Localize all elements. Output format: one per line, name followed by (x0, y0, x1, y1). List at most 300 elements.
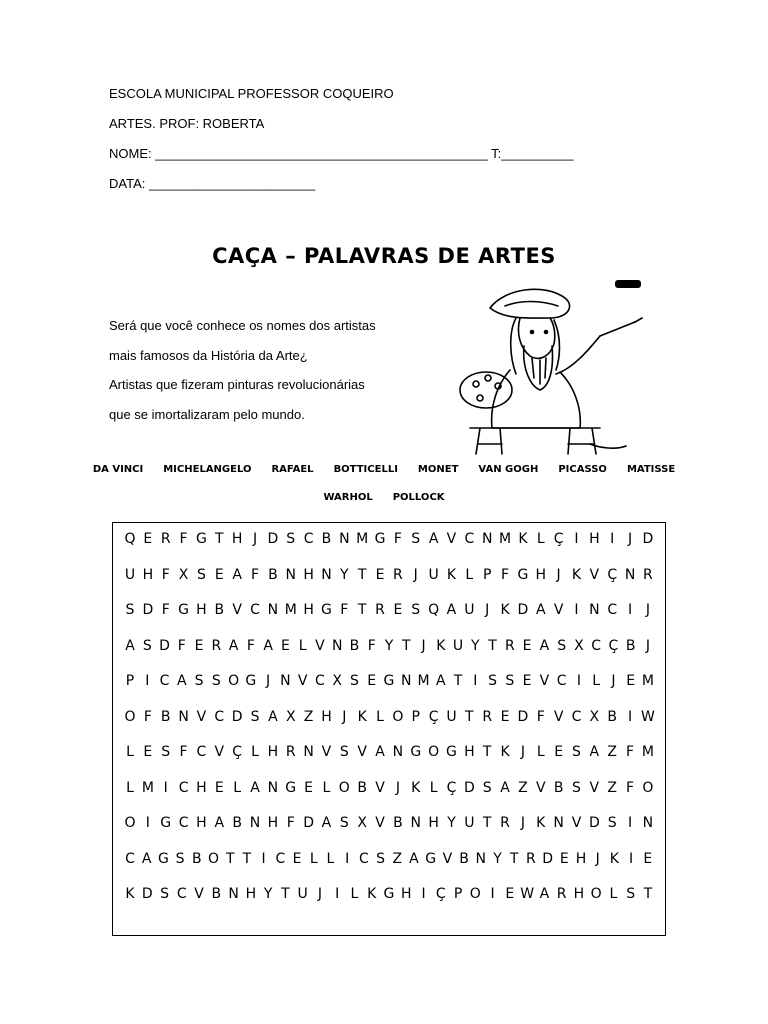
grid-letter: L (465, 566, 474, 583)
grid-letter: J (645, 602, 650, 618)
grid-letter: O (124, 708, 136, 725)
grid-letter: T (643, 886, 653, 902)
grid-letter: S (488, 673, 498, 689)
grid-letter: D (542, 850, 553, 867)
grid-letter: F (536, 708, 545, 725)
grid-letter: I (473, 673, 478, 689)
grid-letter: G (196, 531, 207, 547)
grid-letter: M (141, 779, 154, 796)
grid-letter: I (627, 815, 633, 831)
grid-letter: I (627, 708, 633, 725)
grid-letter: J (556, 566, 561, 583)
grid-letter: T (242, 850, 252, 867)
grid-letter: V (196, 708, 207, 725)
grid-letter: B (192, 850, 202, 867)
grid-letter: E (522, 673, 532, 689)
grid-letter: E (143, 531, 153, 547)
grid-letter: E (554, 744, 564, 760)
grid-letter: U (124, 566, 136, 583)
grid-letter: A (375, 744, 385, 760)
grid-letter: I (627, 602, 633, 618)
grid-letter: H (196, 779, 207, 796)
grid-letter: J (611, 673, 616, 689)
grid-letter: I (490, 886, 495, 902)
grid-letter: F (340, 602, 349, 618)
grid-letter: D (141, 886, 153, 902)
grid-letter: Y (384, 637, 394, 654)
grid-letter: H (573, 886, 585, 902)
grid-letter: L (609, 886, 618, 902)
grid-letter: S (160, 886, 169, 902)
grid-letter: H (464, 744, 475, 760)
grid-letter: B (214, 602, 225, 618)
grid-letter: K (500, 744, 510, 760)
grid-letter: Z (518, 779, 528, 796)
grid-letter: S (376, 850, 385, 867)
grid-letter: I (574, 602, 579, 618)
grid-letter: A (141, 850, 152, 867)
grid-letter: X (178, 566, 189, 583)
grid-letter: V (589, 566, 600, 583)
grid-letter: A (500, 779, 510, 796)
grid-letter: G (425, 850, 437, 867)
grid-letter: E (522, 637, 532, 654)
grid-row (123, 744, 655, 760)
grid-letter: E (304, 779, 314, 796)
grid-letter: N (339, 531, 350, 547)
grid-letter: P (411, 708, 420, 725)
grid-letter: G (383, 673, 395, 689)
grid-letter: D (231, 708, 243, 725)
grid-letter: J (317, 886, 322, 902)
grid-letter: S (339, 815, 349, 831)
grid-letter: L (309, 850, 318, 867)
grid-letter: G (285, 779, 297, 796)
grid-letter: K (357, 708, 367, 725)
grid-letter: U (297, 886, 308, 902)
grid-letter: A (232, 566, 242, 583)
grid-letter: N (624, 566, 636, 583)
grid-letter: C (176, 886, 187, 902)
grid-letter: J (627, 531, 633, 547)
grid-letter: H (231, 531, 243, 547)
grid-letter: H (589, 531, 600, 547)
grid-letter: H (321, 708, 332, 725)
grid-letter: V (232, 602, 242, 618)
grid-letter: G (245, 673, 257, 689)
grid-letter: A (125, 637, 135, 654)
grid-letter: Ç (446, 779, 457, 796)
grid-letter: N (553, 815, 564, 831)
grid-letter: A (214, 815, 225, 831)
grid-letter: I (145, 673, 150, 689)
word-item: BOTTICELLI (333, 464, 398, 475)
grid-letter: V (589, 779, 600, 796)
grid-letter: J (266, 673, 271, 689)
intro-line-1: Será que você conhece os nomes dos artistas (109, 318, 376, 333)
grid-letter: Z (392, 850, 403, 867)
grid-letter: N (178, 708, 189, 725)
grid-letter: I (629, 850, 634, 867)
grid-letter: O (228, 673, 240, 689)
word-item: VAN GOGH (478, 464, 539, 475)
word-item: RAFAEL (271, 464, 314, 475)
grid-letter: H (535, 566, 547, 583)
word-item: WARHOL (323, 492, 373, 503)
grid-letter: F (143, 708, 152, 725)
grid-letter: P (482, 566, 492, 583)
grid-letter: D (642, 531, 654, 547)
grid-letter: M (356, 531, 369, 547)
grid-letter: K (500, 602, 510, 618)
grid-letter: S (572, 779, 581, 796)
grid-letter: B (393, 815, 403, 831)
grid-letter: B (357, 779, 367, 796)
grid-letter: O (590, 886, 602, 902)
grid-letter: M (641, 744, 654, 760)
grid-letter: N (303, 744, 314, 760)
grid-letter: I (261, 850, 266, 867)
grid-letter: C (196, 744, 207, 760)
grid-letter: O (338, 779, 350, 796)
grid-letter: S (286, 531, 296, 547)
grid-letter: A (409, 850, 419, 867)
grid-letter: H (267, 744, 279, 760)
grid-letter: O (642, 779, 654, 796)
grid-letter: N (481, 531, 493, 547)
grid-letter: E (393, 602, 403, 618)
grid-letter: D (142, 602, 154, 618)
grid-letter: H (400, 886, 412, 902)
grid-letter: R (482, 708, 493, 725)
grid-letter: A (446, 602, 457, 618)
grid-letter: B (268, 566, 278, 583)
grid-letter: S (175, 850, 185, 867)
grid-letter: C (250, 602, 260, 618)
grid-letter: L (536, 531, 545, 547)
grid-letter: R (556, 886, 567, 902)
grid-letter: C (571, 708, 582, 725)
grid-letter: O (469, 886, 481, 902)
grid-letter: G (321, 602, 332, 618)
grid-letter: T (488, 637, 497, 654)
grid-letter: R (285, 744, 296, 760)
grid-letter: Ç (435, 886, 446, 902)
grid-letter: Q (124, 531, 136, 547)
grid-letter: V (375, 779, 385, 796)
grid-letter: V (571, 815, 582, 831)
grid-letter: E (143, 744, 153, 760)
grid-letter: F (250, 566, 260, 583)
grid-letter: F (179, 531, 188, 547)
grid-letter: A (268, 708, 278, 725)
grid-letter: L (298, 637, 307, 654)
grid-letter: C (159, 673, 170, 689)
grid-letter: W (641, 708, 655, 725)
grid-letter: E (292, 850, 302, 867)
grid-letter: M (417, 673, 430, 689)
grid-letter: A (535, 602, 546, 618)
grid-letter: R (500, 815, 510, 831)
grid-letter: F (286, 815, 295, 831)
school-name: ESCOLA MUNICIPAL PROFESSOR COQUEIRO (109, 86, 394, 101)
grid-letter: Y (447, 815, 456, 831)
grid-letter: S (607, 815, 617, 831)
grid-letter: H (196, 602, 207, 618)
grid-letter: Y (471, 637, 480, 654)
grid-letter: E (194, 637, 204, 654)
grid-letter: G (383, 886, 395, 902)
grid-letter: S (250, 708, 260, 725)
grid-letter: S (411, 602, 421, 618)
grid-letter: J (395, 779, 400, 796)
grid-letter: J (252, 531, 258, 547)
grid-letter: A (228, 637, 239, 654)
grid-letter: N (249, 815, 261, 831)
grid-letter: B (625, 637, 636, 654)
grid-letter: R (160, 531, 171, 547)
grid-letter: A (177, 673, 187, 689)
grid-letter: L (126, 744, 134, 760)
word-item: MICHELANGELO (163, 464, 252, 475)
grid-letter: T (357, 602, 367, 618)
word-list-row-1 (0, 464, 768, 475)
grid-letter: K (436, 637, 446, 654)
grid-letter: A (263, 637, 273, 654)
grid-letter: C (464, 531, 475, 547)
word-list-row-2 (0, 492, 768, 503)
grid-letter: V (553, 602, 564, 618)
grid-letter: C (556, 673, 567, 689)
grid-letter: H (428, 815, 439, 831)
grid-letter: C (303, 531, 314, 547)
grid-letter: N (401, 673, 412, 689)
grid-letter: F (161, 566, 170, 583)
grid-letter: F (367, 637, 376, 654)
grid-letter: Z (607, 779, 617, 796)
grid-letter: S (557, 637, 567, 654)
grid-letter: L (376, 708, 384, 725)
grid-letter: J (413, 566, 418, 583)
intro-line-2: mais famosos da História da Arte¿ (109, 348, 308, 363)
grid-letter: I (610, 531, 615, 547)
grid-letter: D (517, 708, 529, 725)
grid-letter: A (321, 815, 332, 831)
grid-letter: S (161, 744, 171, 760)
grid-letter: F (177, 637, 186, 654)
grid-letter: N (280, 673, 291, 689)
grid-letter: T (465, 708, 474, 725)
grid-letter: V (214, 744, 225, 760)
grid-letter: S (626, 886, 636, 902)
grid-row (123, 567, 655, 583)
grid-letter: I (421, 886, 426, 902)
grid-letter: H (245, 886, 257, 902)
grid-letter: B (232, 815, 242, 831)
grid-letter: S (350, 673, 359, 689)
grid-letter: D (267, 531, 279, 547)
grid-letter: U (452, 637, 464, 654)
grid-letter: I (345, 850, 350, 867)
grid-letter: R (393, 566, 403, 583)
date-field-line: DATA: _______________________ (109, 176, 316, 191)
grid-letter: Z (607, 744, 617, 760)
grid-letter: A (539, 886, 550, 902)
grid-letter: I (145, 815, 150, 831)
grid-letter: R (504, 637, 515, 654)
grid-letter: B (160, 708, 171, 725)
grid-letter: J (421, 637, 426, 654)
grid-letter: H (303, 602, 314, 618)
grid-letter: K (536, 815, 546, 831)
grid-letter: G (178, 602, 189, 618)
grid-letter: A (435, 673, 446, 689)
grid-letter: K (411, 779, 421, 796)
grid-letter: X (285, 708, 296, 725)
name-field-line: NOME: ______________________________________________ T:__________ (109, 146, 574, 161)
grid-letter: B (553, 779, 564, 796)
grid-letter: N (589, 602, 600, 618)
grid-letter: N (475, 850, 486, 867)
grid-letter: X (589, 708, 600, 725)
word-item: PICASSO (558, 464, 607, 475)
grid-letter: T (357, 566, 367, 583)
grid-letter: J (485, 602, 490, 618)
grid-letter: U (464, 815, 475, 831)
grid-letter: I (335, 886, 340, 902)
grid-letter: G (410, 744, 422, 760)
grid-letter: B (349, 637, 360, 654)
grid-letter: E (367, 673, 377, 689)
grid-letter: R (375, 602, 385, 618)
grid-letter: H (142, 566, 154, 583)
grid-letter: V (321, 744, 332, 760)
grid-letter: D (463, 779, 475, 796)
grid-letter: T (401, 637, 411, 654)
grid-letter: H (575, 850, 587, 867)
grid-row (123, 886, 655, 902)
grid-letter: H (267, 815, 279, 831)
grid-letter: K (446, 566, 457, 583)
grid-letter: C (214, 708, 225, 725)
grid-letter: X (332, 673, 342, 689)
grid-letter: G (446, 744, 457, 760)
grid-letter: V (297, 673, 308, 689)
grid-letter: P (125, 673, 135, 689)
grid-letter: Y (263, 886, 273, 902)
grid-letter: S (125, 602, 135, 618)
grid-letter: U (428, 566, 439, 583)
grid-letter: K (518, 531, 528, 547)
grid-letter: J (342, 708, 347, 725)
grid-letter: Ç (428, 708, 439, 725)
grid-letter: L (233, 779, 242, 796)
grid-letter: N (321, 566, 332, 583)
word-search-grid (112, 522, 666, 936)
grid-letter: G (517, 566, 529, 583)
grid-letter: E (375, 566, 385, 583)
grid-letter: N (267, 602, 279, 618)
grid-letter: N (642, 815, 654, 831)
grid-letter: U (464, 602, 475, 618)
grid-letter: K (367, 886, 377, 902)
grid-letter: M (284, 602, 297, 618)
grid-letter: Ç (608, 637, 619, 654)
word-item: DA VINCI (92, 464, 144, 475)
grid-letter: C (591, 637, 602, 654)
grid-letter: L (429, 779, 438, 796)
grid-letter: F (626, 744, 635, 760)
grid-letter: C (275, 850, 286, 867)
grid-letter: E (626, 673, 636, 689)
grid-letter: E (214, 566, 224, 583)
grid-letter: N (410, 815, 421, 831)
word-item: MONET (417, 464, 459, 475)
grid-letter: D (303, 815, 314, 831)
grid-letter: T (482, 744, 492, 760)
grid-letter: O (208, 850, 220, 867)
grid-letter: S (572, 744, 581, 760)
grid-row (123, 531, 655, 547)
grid-letter: S (505, 673, 515, 689)
grid-letter: B (459, 850, 469, 867)
grid-letter: Y (493, 850, 502, 867)
grid-letter: Z (303, 708, 314, 725)
word-item: POLLOCK (392, 492, 445, 503)
grid-letter: S (194, 673, 204, 689)
grid-letter: N (228, 886, 239, 902)
grid-letter: V (535, 779, 546, 796)
grid-letter: B (211, 886, 222, 902)
grid-letter: F (179, 744, 188, 760)
grid-letter: S (211, 673, 221, 689)
grid-letter: L (592, 673, 601, 689)
grid-letter: K (571, 566, 582, 583)
grid-letter: L (251, 744, 259, 760)
grid-letter: T (482, 815, 492, 831)
grid-letter: S (411, 531, 421, 547)
grid-letter: L (350, 886, 359, 902)
grid-letter: S (339, 744, 349, 760)
grid-letter: E (280, 637, 290, 654)
grid-letter: S (196, 566, 206, 583)
grid-letter: T (281, 886, 290, 902)
grid-letter: D (159, 637, 170, 654)
grid-letter: H (303, 566, 314, 583)
grid-letter: A (250, 779, 260, 796)
subject-teacher: ARTES. PROF: ROBERTA (109, 116, 265, 131)
grid-letter: R (526, 850, 536, 867)
grid-letter: O (392, 708, 404, 725)
grid-letter: Ç (607, 566, 618, 583)
grid-letter: U (446, 708, 457, 725)
grid-letter: X (357, 815, 367, 831)
grid-letter: V (446, 531, 457, 547)
grid-letter: L (322, 779, 331, 796)
grid-letter: E (214, 779, 224, 796)
grid-letter: K (125, 886, 135, 902)
grid-letter: C (178, 815, 189, 831)
grid-letter: C (358, 850, 369, 867)
grid-letter: M (641, 673, 655, 689)
grid-letter: R (643, 566, 653, 583)
grid-letter: E (505, 886, 515, 902)
grid-letter: B (607, 708, 617, 725)
grid-row (123, 709, 655, 725)
painter-illustration-icon (450, 278, 650, 458)
grid-letter: R (211, 637, 222, 654)
grid-letter: I (574, 531, 579, 547)
